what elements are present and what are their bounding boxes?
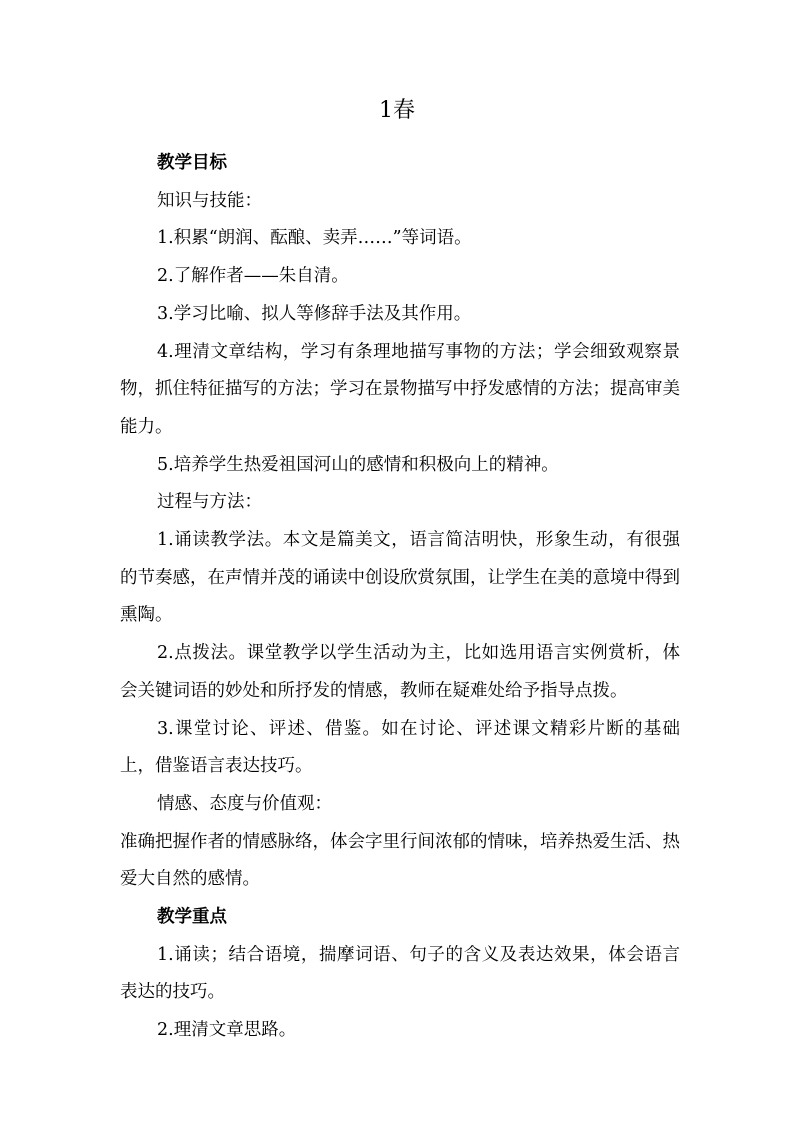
paragraph: 2.理清文章思路。 <box>157 1020 297 1041</box>
subheading-process-methods: 过程与方法： <box>157 492 262 513</box>
paragraph: 2.了解作者——朱自清。 <box>157 266 349 287</box>
document-body <box>120 145 680 1050</box>
subheading-emotion-attitude-values: 情感、态度与价值观： <box>157 793 332 814</box>
paragraph: 1.诵读；结合语境，揣摩词语、句子的含义及表达效果，体会语言表达的技巧。 <box>120 944 680 1003</box>
paragraph: 1.积累“朗润、酝酿、卖弄……”等词语。 <box>157 228 472 249</box>
paragraph: 3.学习比喻、拟人等修辞手法及其作用。 <box>157 303 472 324</box>
paragraph: 3.课堂讨论、评述、借鉴。如在讨论、评述课文精彩片断的基础上，借鉴语言表达技巧。 <box>120 718 680 777</box>
subheading-knowledge-skills: 知识与技能： <box>157 190 262 211</box>
section-heading-teaching-goals: 教学目标 <box>157 153 227 173</box>
paragraph: 4.理清文章结构，学习有条理地描写事物的方法；学会细致观察景物，抓住特征描写的方法；学习在景物描写中抒发感情的方法；提高审美能力。 <box>120 341 680 437</box>
section-heading-teaching-focus: 教学重点 <box>157 907 227 928</box>
paragraph: 2.点拨法。课堂教学以学生活动为主，比如选用语言实例赏析，体会关键词语的妙处和所抒发的情感，教师在疑难处给予指导点拨。 <box>120 643 680 701</box>
paragraph: 准确把握作者的情感脉络，体会字里行间浓郁的情味，培养热爱生活、热爱大自然的感情。 <box>120 831 680 890</box>
paragraph: 5.培养学生热爱祖国河山的感情和积极向上的精神。 <box>157 454 559 475</box>
document-title: 1春 <box>379 98 415 123</box>
paragraph: 1.诵读教学法。本文是篇美文，语言简洁明快，形象生动，有很强的节奏感，在声情并茂的诵读中创设欣赏氛围，让学生在美的意境中得到熏陶。 <box>120 530 680 626</box>
